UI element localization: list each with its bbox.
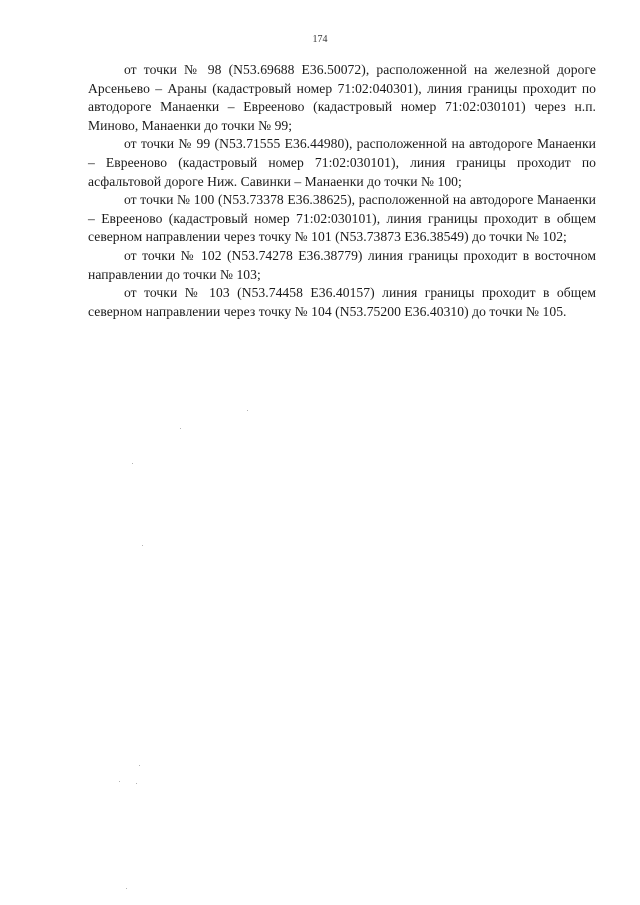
scan-speck: [136, 783, 137, 784]
paragraph-point-100: от точки № 100 (N53.73378 E36.38625), расположенной на автодороге Манаенки – Евреeново (кадастровый номер 71:02:030101), линия границы проходит в общем северном направлении через точку № 101 (N53.73873 E36.38549) до точки № 102;: [88, 192, 596, 245]
scan-speck: [247, 410, 248, 411]
scan-speck: [142, 545, 143, 546]
scan-speck: [180, 428, 181, 429]
paragraph-point-99: от точки № 99 (N53.71555 E36.44980), расположенной на автодороге Манаенки – Еврееново (кадастровый номер 71:02:030101), линия границы проходит по асфальтовой дороге Ниж. Савинки – Манаенки до точки № 100;: [88, 136, 596, 189]
scan-speck: [132, 463, 133, 464]
document-body: [88, 61, 596, 321]
page-number: 174: [312, 34, 328, 45]
scan-speck: [119, 781, 120, 782]
paragraph-point-102: от точки № 102 (N53.74278 E36.38779) линия границы проходит в восточном направлении до точки № 103;: [88, 247, 596, 282]
scan-speck: [126, 888, 127, 889]
paragraph-point-103: от точки № 103 (N53.74458 E36.40157) линия границы проходит в общем северном направлении через точку № 104 (N53.75200 E36.40310) до точки № 105.: [88, 285, 596, 319]
scan-speck: [139, 765, 140, 766]
paragraph-point-98: от точки № 98 (N53.69688 E36.50072), расположенной на железной дороге Арсеньево – Араны (кадастровый номер 71:02:040301), линия границы проходит по автодороге Манаенки – Еврееново (кадастровый номер 71:02:030101) через н.п. Миново, Манаенки до точки № 99;: [88, 62, 596, 133]
